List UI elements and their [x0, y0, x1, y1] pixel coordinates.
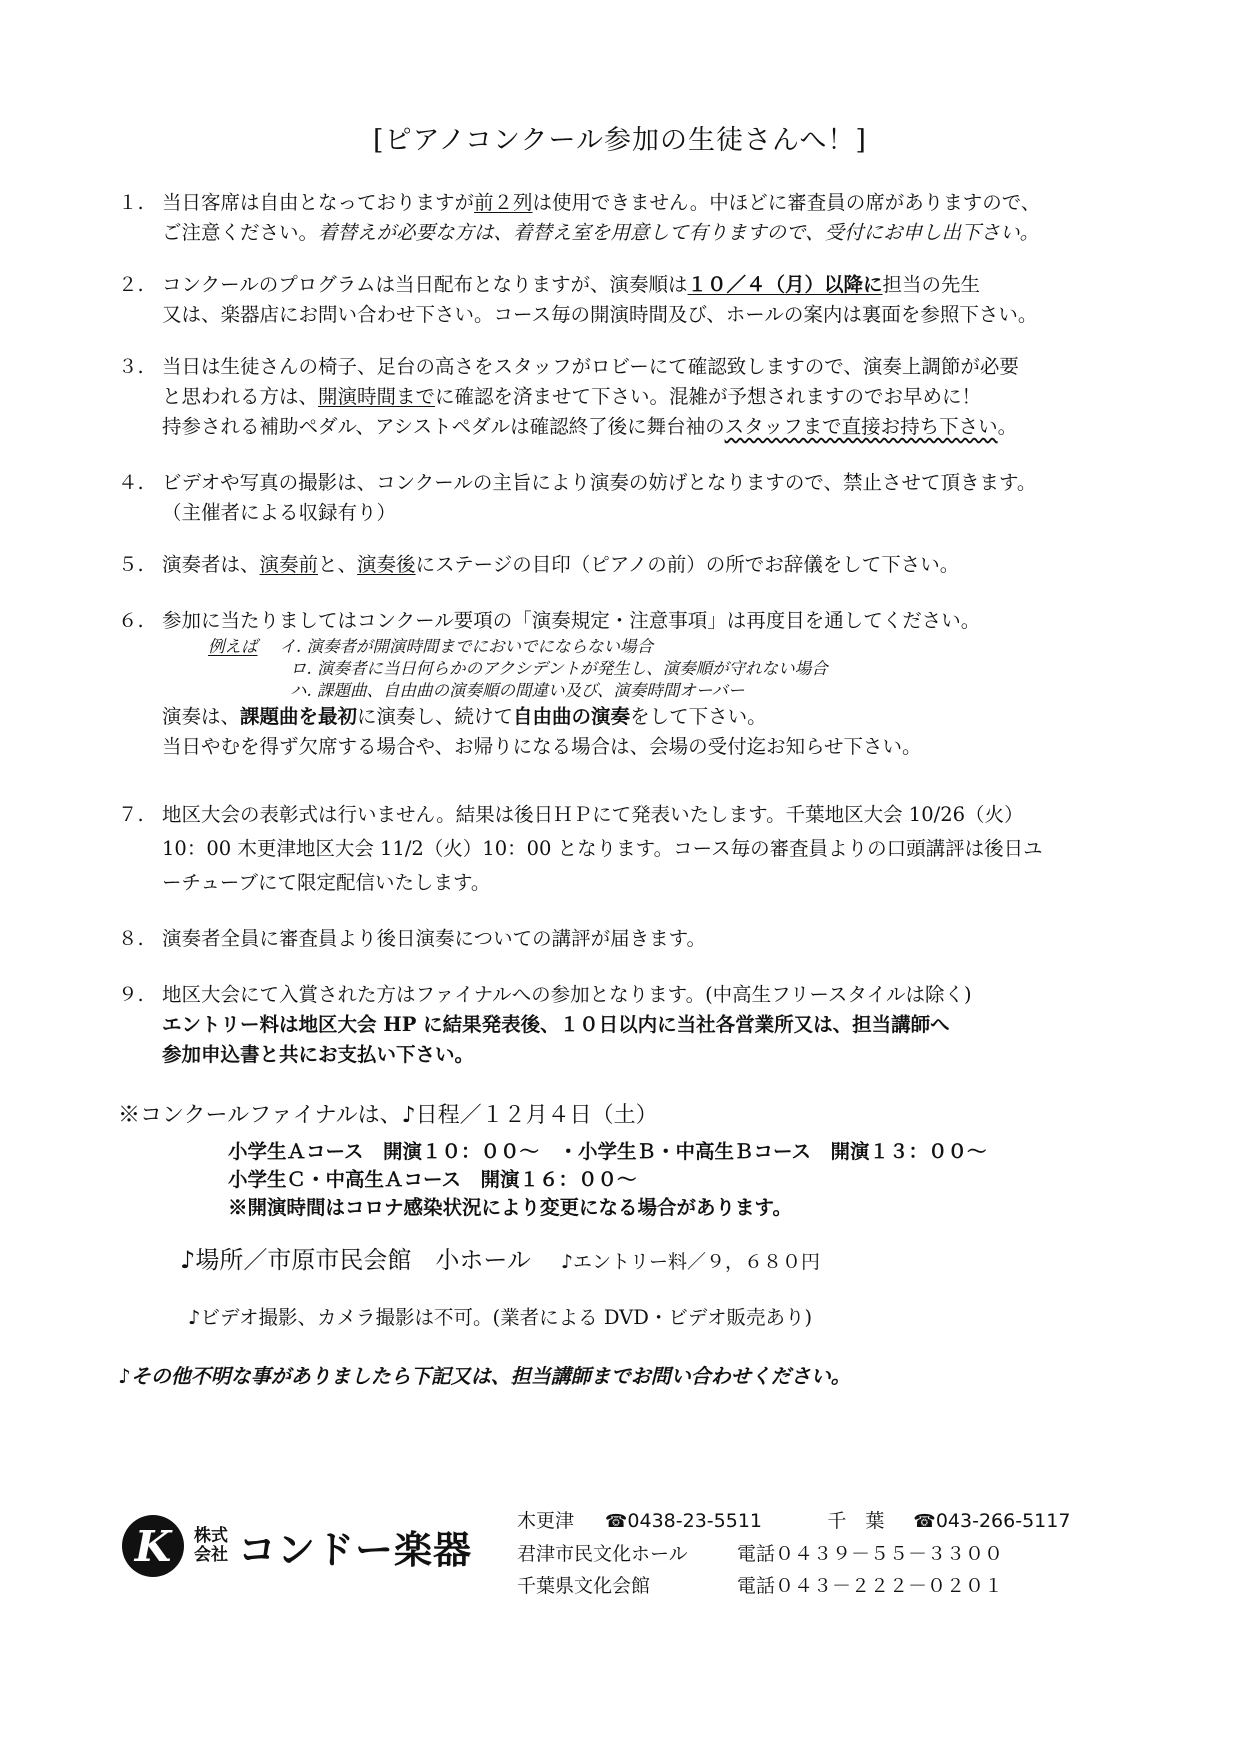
item-text: 演奏は、 [162, 705, 241, 728]
wavy-underlined-text: スタッフまで直接お持ち下さい [724, 415, 998, 438]
item-text: 当日は生徒さんの椅子、足台の高さをスタッフがロビーにて確認致しますので、演奏上調節が必要 [162, 355, 1019, 378]
underlined-text: 開演時間まで [318, 385, 436, 408]
item-text: をして下さい。 [630, 705, 767, 728]
contact-place: 千 葉 [827, 1510, 885, 1532]
contact-phone: 0438-23-5511 [627, 1510, 763, 1532]
item-number: ９. [118, 983, 144, 1006]
item-text: 担当の先生 [882, 273, 981, 296]
contact-row [517, 1505, 1070, 1538]
item-number: ２. [118, 273, 144, 296]
item-number: ６. [118, 609, 144, 632]
phone-icon: ☎ [605, 1511, 628, 1532]
item-number: ３. [118, 355, 144, 378]
notice-item-2 [118, 270, 1138, 330]
notice-item-7 [118, 798, 1138, 900]
example-item: イ. 演奏者が開演時間までにおいでにならない場合 [279, 637, 653, 656]
contact-phone: 電話０４３－２２２－０２０１ [737, 1575, 1004, 1597]
bold-text: 課題曲を最初 [240, 705, 358, 728]
item-text: 参加に当たりましてはコンクール要項の「演奏規定・注意事項」は再度目を通してください。 [162, 609, 981, 632]
item-text: ご注意ください。 [162, 221, 319, 244]
underlined-text: 演奏後 [357, 553, 416, 576]
contact-list [517, 1505, 1070, 1602]
bold-text: 自由曲の演奏 [513, 705, 631, 728]
item-text: 又は、楽器店にお問い合わせ下さい。コース毎の開演時間及び、ホールの案内は裏面を参照下さい。 [162, 303, 1038, 326]
logo-kabu-bottom: 会社 [194, 1545, 228, 1565]
final-schedule-line-2: 小学生Ｃ・中高生Ａコース 開演１６：００～ [228, 1168, 637, 1191]
final-schedule-line-1: 小学生Ａコース 開演１０：００～ ・小学生Ｂ・中高生Ｂコース 開演１３：００～ [228, 1140, 987, 1163]
final-schedule-note: ※開演時間はコロナ感染状況により変更になる場合があります。 [228, 1196, 792, 1219]
company-logo [122, 1515, 472, 1577]
item-number: ４. [118, 471, 144, 494]
example-item: ロ. 演奏者に当日何らかのアクシデントが発生し、演奏順が守れない場合 [290, 659, 828, 678]
notice-item-9 [118, 980, 1138, 1070]
final-heading: ※コンクールファイナルは、♪日程／１２月４日（土） [118, 1103, 658, 1128]
item-text: 10：00 木更津地区大会 11/2（火）10：00 となります。コース毎の審査員よりの口頭講評は後日ユ [162, 837, 1043, 860]
example-label: 例えば [208, 637, 258, 656]
item-text: 演奏者全員に審査員より後日演奏についての講評が届きます。 [162, 927, 707, 950]
item-number: ８. [118, 927, 144, 950]
notice-item-6 [118, 606, 1138, 762]
item-text: 。 [997, 415, 1018, 438]
item-text: 演奏者は、 [162, 553, 260, 576]
item-number: ５. [118, 553, 144, 576]
item-text: 持参される補助ペダル、アシストペダルは確認終了後に舞台袖の [162, 415, 725, 438]
notice-item-4 [118, 468, 1138, 528]
kabushiki-gaisha-label [194, 1527, 228, 1565]
item-text: ーチューブにて限定配信いたします。 [162, 871, 491, 894]
company-name: コンドー楽器 [238, 1527, 473, 1572]
final-venue [180, 1240, 820, 1275]
item-text: コンクールのプログラムは当日配布となりますが、演奏順は [162, 273, 688, 296]
notice-item-8 [118, 924, 1138, 954]
contact-row [517, 1538, 1070, 1570]
item-text: 参加申込書と共にお支払い下さい。 [162, 1043, 475, 1066]
item-text: に確認を済ませて下さい。混雑が予想されますのでお早めに！ [435, 385, 982, 408]
contact-row [517, 1570, 1070, 1602]
contact-phone: 043-266-5117 [935, 1510, 1071, 1532]
phone-icon: ☎ [913, 1511, 936, 1532]
venue-text: ♪場所／市原市民会館 小ホール [180, 1246, 531, 1274]
item-text: と思われる方は、 [162, 385, 319, 408]
logo-kabu-top: 株式 [194, 1526, 228, 1546]
contact-note: ♪その他不明な事がありましたら下記又は、担当講師までお問い合わせください。 [118, 1364, 851, 1388]
contact-phone: 電話０４３９－５５－３３００ [737, 1543, 1004, 1565]
item-text: にステージの目印（ピアノの前）の所でお辞儀をして下さい。 [415, 553, 960, 576]
italic-text: 着替えが必要な方は、着替え室を用意して有りますので、受付にお申し出下さい。 [318, 221, 1040, 244]
item-text: と、 [318, 553, 358, 576]
contact-place: 千葉県文化会館 [517, 1575, 651, 1597]
item-number: １. [118, 191, 144, 214]
item-text: エントリー料は地区大会 HP に結果発表後、１０日以内に当社各営業所又は、担当講師へ [162, 1013, 950, 1036]
item-text: に演奏し、続けて [357, 705, 514, 728]
example-item: ハ. 課題曲、自由曲の演奏順の間違い及び、演奏時間オーバー [290, 681, 745, 700]
item-text: 当日客席は自由となっておりますが [162, 191, 475, 214]
notice-item-1 [118, 188, 1138, 248]
item-number: ７. [118, 803, 144, 826]
item-text: 当日やむを得ず欠席する場合や、お帰りになる場合は、会場の受付迄お知らせ下さい。 [162, 735, 922, 758]
page-title: [ピアノコンクール参加の生徒さんへ！] [373, 125, 867, 156]
notice-item-5 [118, 550, 1138, 580]
underlined-text: １０／４（月）以降に [687, 273, 883, 296]
contact-place: 君津市民文化ホール [517, 1543, 688, 1565]
item-text: 地区大会の表彰式は行いません。結果は後日ＨＰにて発表いたします。千葉地区大会 10/26（火） [162, 803, 1024, 826]
k-logo-icon: K [122, 1515, 184, 1577]
item-text: 地区大会にて入賞された方はファイナルへの参加となります。(中高生フリースタイルは除く) [162, 983, 972, 1006]
underlined-text: 前２列 [474, 191, 533, 214]
item-text: （主催者による収録有り） [162, 501, 397, 524]
contact-place: 木更津 [517, 1510, 575, 1532]
item-text: ビデオや写真の撮影は、コンクールの主旨により演奏の妨げとなりますので、禁止させて頂きます。 [162, 471, 1037, 494]
item-text: は使用できません。中ほどに審査員の席がありますので、 [532, 191, 1041, 214]
entry-fee: ♪エントリー料／９，６８０円 [560, 1251, 820, 1273]
video-policy: ♪ビデオ撮影、カメラ撮影は不可。(業者による DVD・ビデオ販売あり) [188, 1306, 813, 1329]
underlined-text: 演奏前 [259, 553, 319, 576]
notice-item-3 [118, 352, 1138, 442]
